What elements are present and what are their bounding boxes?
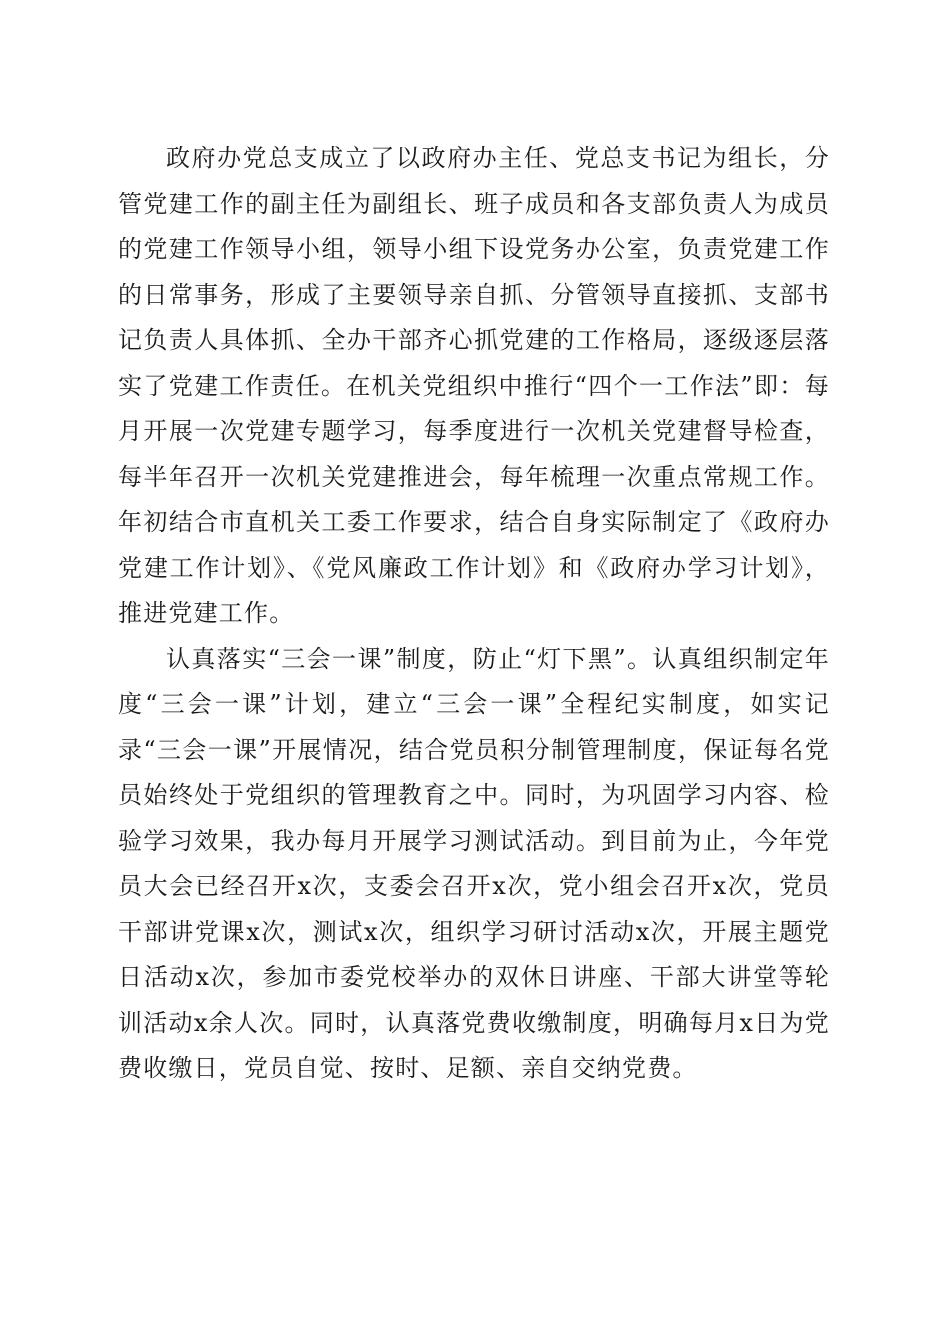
document-body — [118, 136, 830, 1092]
paragraph-party-building-leadership: 政府办党总支成立了以政府办主任、党总支书记为组长，分管党建工作的副主任为副组长、班子成员和各支部负责人为成员的党建工作领导小组，领导小组下设党务办公室，负责党建工作的日常事务，形成了主要领导亲自抓、分管领导直接抓、支部书记负责人具体抓、全办干部齐心抓党建的工作格局，逐级逐层落实了党建工作责任。在机关党组织中推行“四个一工作法”即：每月开展一次党建专题学习，每季度进行一次机关党建督导检查，每半年召开一次机关党建推进会，每年梳理一次重点常规工作。年初结合市直机关工委工作要求，结合自身实际制定了《政府办党建工作计划》、《党风廉政工作计划》和《政府办学习计划》，推进党建工作。 — [118, 144, 830, 627]
paragraph-three-meetings-one-lesson: 认真落实“三会一课”制度，防止“灯下黑”。认真组织制定年度“三会一课”计划，建立“三会一课”全程纪实制度，如实记录“三会一课”开展情况，结合党员积分制管理制度，保证每名党员始终处于党组织的管理教育之中。同时，为巩固学习内容、检验学习效果，我办每月开展学习测试活动。到目前为止，今年党员大会已经召开x次，支委会召开x次，党小组会召开x次，党员干部讲党课x次，测试x次，组织学习研讨活动x次，开展主题党日活动x次，参加市委党校举办的双休日讲座、干部大讲堂等轮训活动x余人次。同时，认真落党费收缴制度，明确每月x日为党费收缴日，党员自觉、按时、足额、亲自交纳党费。 — [118, 644, 830, 1082]
